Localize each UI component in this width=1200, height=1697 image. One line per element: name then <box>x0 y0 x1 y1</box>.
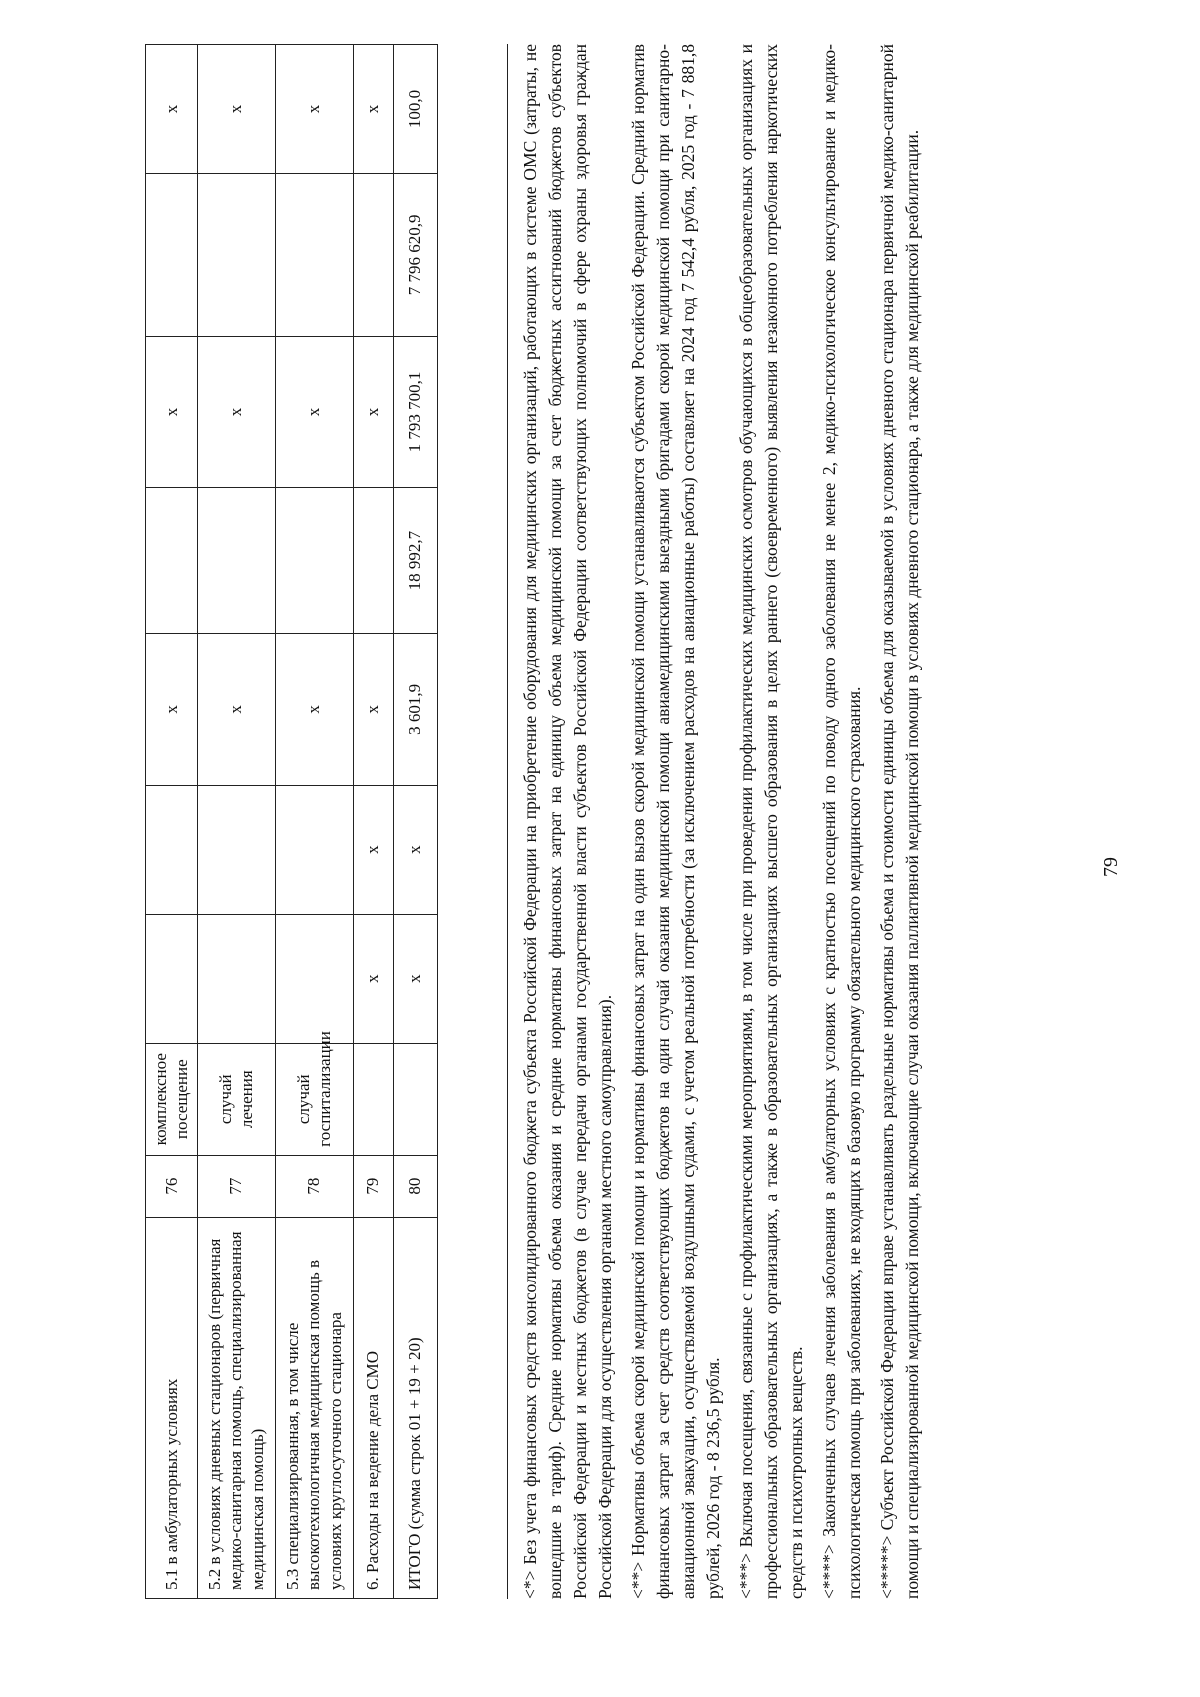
value-cell: х <box>353 785 393 914</box>
value-cell <box>197 174 275 337</box>
table-row <box>393 45 437 1599</box>
value-cell <box>275 785 353 914</box>
row-name-cell: ИТОГО (сумма строк 01 + 19 + 20) <box>393 1217 437 1598</box>
value-cell <box>197 785 275 914</box>
value-cell: х <box>146 634 198 785</box>
value-cell: х <box>353 336 393 487</box>
table-row <box>353 45 393 1599</box>
value-cell: х <box>197 45 275 174</box>
value-cell: х <box>353 914 393 1043</box>
value-cell: 18 992,7 <box>393 488 437 634</box>
row-name-cell: 6. Расходы на ведение дела СМО <box>353 1217 393 1598</box>
value-cell <box>197 914 275 1043</box>
unit-cell <box>393 1043 437 1155</box>
row-number-cell: 79 <box>353 1155 393 1217</box>
row-number-cell: 78 <box>275 1155 353 1217</box>
value-cell: х <box>146 45 198 174</box>
value-cell <box>353 174 393 337</box>
row-number-cell: 80 <box>393 1155 437 1217</box>
value-cell: х <box>197 634 275 785</box>
footnote: <***> Включая посещения, связанные с профилактическими мероприятиями, в том числе при проведении профилактических медицинских осмотров обучающихся в общеобразовательных организациях и профессиональных образовательных организациях, а также в образовательных организациях высшего образования в целях раннего (своевременного) выявления незаконного потребления наркотических средств и психотропных веществ. <box>736 44 806 1599</box>
value-cell <box>197 488 275 634</box>
row-name-cell: 5.2 в условиях дневных стационаров (первичная медико-санитарная помощь, специализированная медицинская помощь) <box>197 1217 275 1598</box>
value-cell <box>353 488 393 634</box>
footnotes <box>507 44 933 1599</box>
value-cell <box>275 174 353 337</box>
unit-cell: случай лечения <box>197 1043 275 1155</box>
footnote: <****> Законченных случаев лечения заболевания в амбулаторных условиях с кратностью посещений по поводу одного заболевания не менее 2, медико-психологическое консультирование и медико-психологическая помощь при заболеваниях, не входящих в базовую программу обязательного медицинского страхования. <box>819 44 864 1599</box>
table-row <box>146 45 198 1599</box>
value-cell: х <box>353 634 393 785</box>
page-number: 79 <box>1100 857 1122 877</box>
value-cell: х <box>275 336 353 487</box>
footnote: <**> Нормативы объема скорой медицинской помощи и нормативы финансовых затрат на один вызов скорой медицинской помощи устанавливаются субъектом Российской Федерации. Средний норматив финансовых затрат за счет средств соответствующих бюджетов на один случай оказания медицинской помощи авиамедицинскими выездными бригадами скорой медицинской помощи при санитарно-авиационной эвакуации, осуществляемой воздушными судами, с учетом реальной потребности (за исключением расходов на авиационные работы) составляет на 2024 год 7 542,4 рубля, 2025 год - 7 881,8 рублей, 2026 год - 8 236,5 рубля. <box>628 44 723 1599</box>
value-cell <box>275 488 353 634</box>
value-cell: 3 601,9 <box>393 634 437 785</box>
value-cell: х <box>393 914 437 1043</box>
value-cell <box>146 914 198 1043</box>
value-cell: 7 796 620,9 <box>393 174 437 337</box>
row-name-cell: 5.1 в амбулаторных условиях <box>146 1217 198 1598</box>
unit-cell: случай госпитализации <box>275 1043 353 1155</box>
value-cell <box>275 914 353 1043</box>
table-row <box>275 45 353 1599</box>
value-cell: 100,0 <box>393 45 437 174</box>
value-cell <box>146 174 198 337</box>
unit-cell: комплексное посещение <box>146 1043 198 1155</box>
table-row <box>197 45 275 1599</box>
value-cell: х <box>393 785 437 914</box>
unit-cell <box>353 1043 393 1155</box>
row-number-cell: 76 <box>146 1155 198 1217</box>
value-cell: х <box>275 45 353 174</box>
footnote: <*> Без учета финансовых средств консолидированного бюджета субъекта Российской Федерации на приобретение оборудования для медицинских организаций, работающих в системе ОМС (затраты, не вошедшие в тариф). Средние нормативы объема оказания и средние нормативы финансовых затрат на единицу объема медицинской помощи за счет бюджетных ассигнований бюджетов субъектов Российской Федерации и местных бюджетов (в случае передачи органами государственной власти субъектов Российской Федерации соответствующих полномочий в сфере охраны здоровья граждан Российской Федерации для осуществления органами местного самоуправления). <box>520 44 615 1599</box>
value-cell: 1 793 700,1 <box>393 336 437 487</box>
footnote: <*****> Субъект Российской Федерации вправе устанавливать раздельные нормативы объема и стоимости единицы объема для оказываемой в условиях дневного стационара первичной медико-санитарной помощи и специализированной медицинской помощи, включающие случаи оказания паллиативной медицинской помощи в условиях дневного стационара, а также для медицинской реабилитации. <box>877 44 922 1599</box>
data-table <box>145 44 438 1599</box>
value-cell <box>146 488 198 634</box>
row-name-cell: 5.3 специализированная, в том числе высокотехнологичная медицинская помощь в условиях круглосуточного стационара <box>275 1217 353 1598</box>
value-cell: х <box>353 45 393 174</box>
value-cell: х <box>146 336 198 487</box>
value-cell: х <box>197 336 275 487</box>
value-cell: х <box>275 634 353 785</box>
value-cell <box>146 785 198 914</box>
row-number-cell: 77 <box>197 1155 275 1217</box>
